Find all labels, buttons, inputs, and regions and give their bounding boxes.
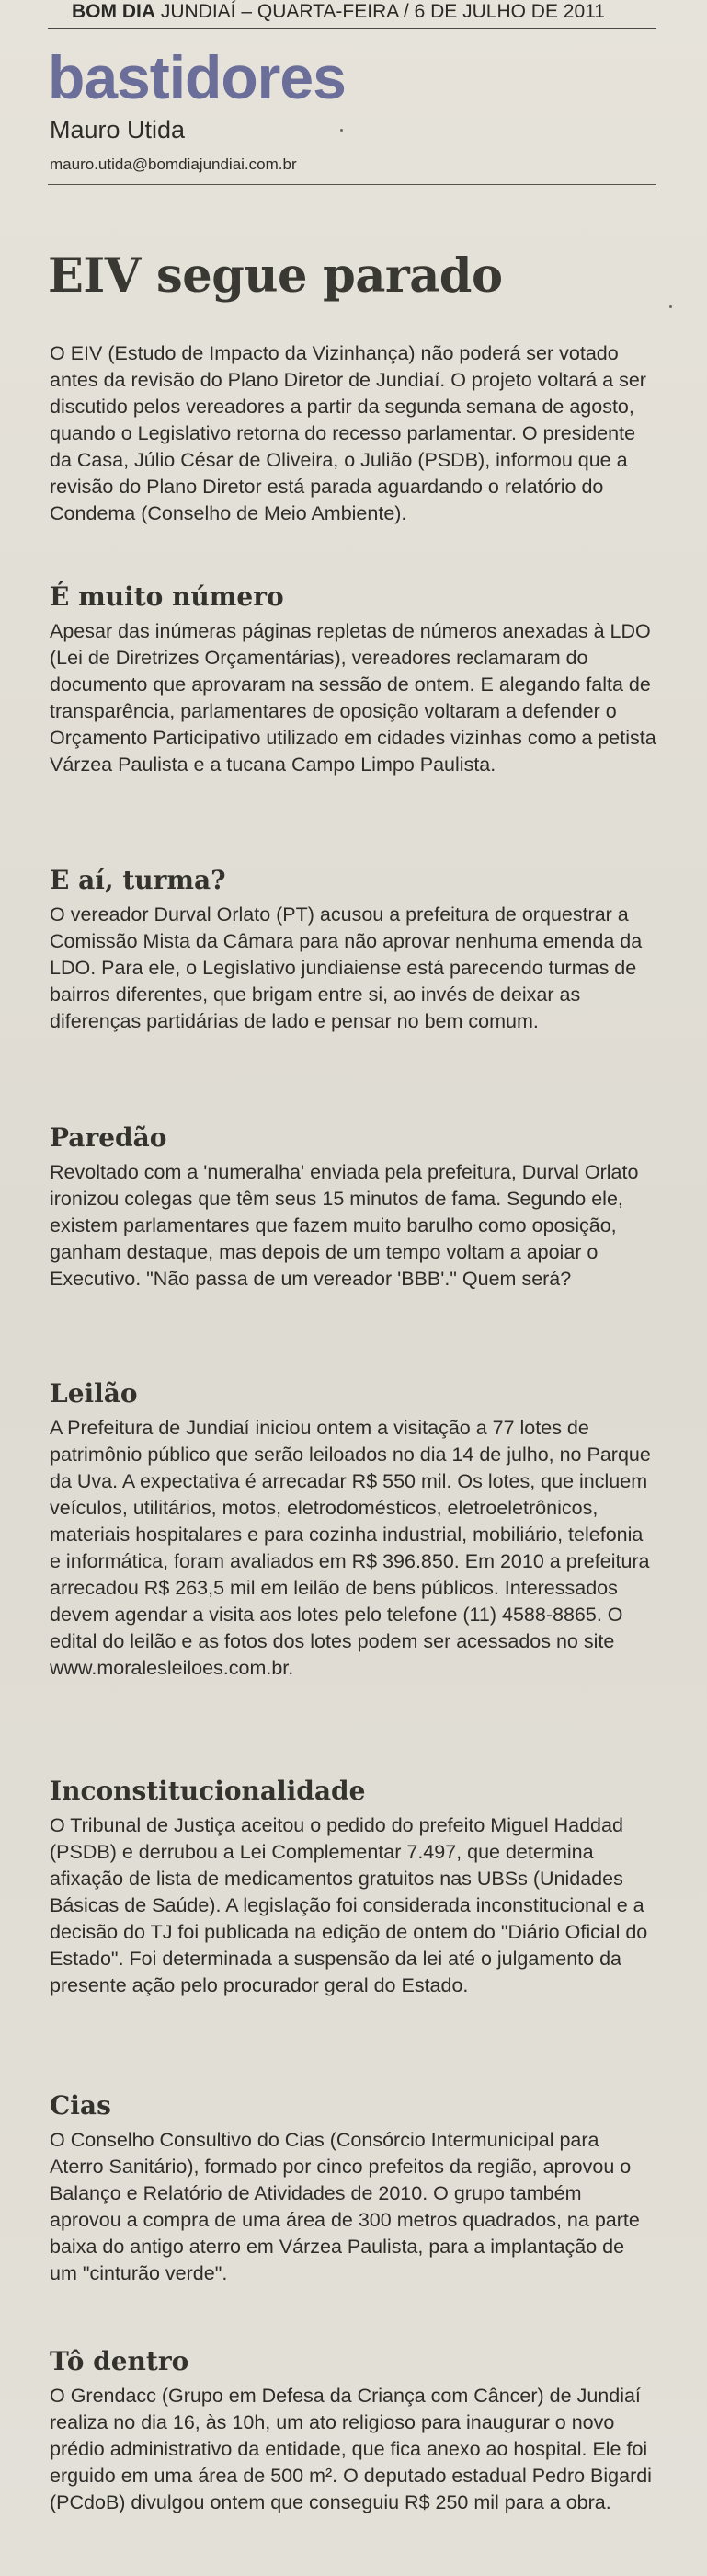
masthead [72,0,660,24]
note-body: A Prefeitura de Jundiaí iniciou ontem a visitação a 77 lotes de patrimônio público que serão leiloados no dia 14 de julho, no Parque da Uva. A expectativa é arrecadar R$ 550 mil. Os lotes, que incluem veículos, utilitários, motos, eletrodomésticos, eletroeletrônicos, materiais hospitalares e para cozinha industrial, mobiliário, telefonia e informática, foram avaliados em R$ 396.850. Em 2010 a prefeitura arrecadou R$ 263,5 mil em leilão de bens públicos. Interessados devem agendar a visita aos lotes pelo telefone (11) 4588-8865. O edital do leilão e as fotos dos lotes podem ser acessados no site www.moralesleiloes.com.br. [50,1417,651,1679]
note-title: E aí, turma? [50,865,226,895]
note-section [50,2088,656,2287]
note-body: Revoltado com a 'numeralha' enviada pela prefeitura, Durval Orlato ironizou colegas que têm seus 15 minutos de fama. Segundo ele, existem parlamentares que fazem muito barulho como oposição, ganham destaque, mas depois de um tempo voltam a apoiar o Executivo. "Não passa de um vereador 'BBB'." Quem será? [50,1161,639,1290]
print-speck [340,129,343,132]
note-title: Inconstitucionalidade [50,1776,366,1806]
note-section [50,863,656,1035]
note-section [50,580,656,778]
note-body: O Tribunal de Justiça aceitou o pedido do prefeito Miguel Haddad (PSDB) e derrubou a Lei Complementar 7.497, que determina afixação de lista de medicamentos gratuitos nas UBSs (Unidades Básicas de Saúde). A legislação foi considerada inconstitucional e a decisão do TJ foi publicada na edição de ontem do "Diário Oficial do Estado". Foi determinada a suspensão da lei até o julgamento da presente ação pelo procurador geral do Estado. [50,1814,648,1996]
note-section [50,1121,656,1293]
note-body: O Grendacc (Grupo em Defesa da Criança com Câncer) de Jundiaí realiza no dia 16, às 10h, um ato religioso para inaugurar o novo prédio administrativo da entidade, que fica anexo ao hospital. Ele foi erguido em uma área de 500 m². O deputado estadual Pedro Bigardi (PCdoB) divulgou ontem que conseguiu R$ 250 mil para a obra. [50,2385,652,2513]
column-title: bastidores [48,43,346,111]
note-body: O vereador Durval Orlato (PT) acusou a prefeitura de orquestrar a Comissão Mista da Câmara para não aprovar nenhuma emenda da LDO. Para ele, o Legislativo jundiaiense está parecendo turmas de bairros diferentes, que brigam entre si, ao invés de deixar as diferenças partidárias de lado e pensar no bem comum. [50,903,643,1032]
author-name: Mauro Utida [50,116,186,144]
note-title: Leilão [50,1378,138,1409]
masthead-brand: BOM DIA [72,1,155,22]
note-body: O Conselho Consultivo do Cias (Consórcio Intermunicipal para Aterro Sanitário), formado por cinco prefeitos da região, aprovou o Balanço e Relatório de Atividades de 2010. O grupo também aprovou a compra de uma área de 300 metros quadrados, na parte baixa do antigo aterro em Várzea Paulista, para a implantação de um "cinturão verde". [50,2129,640,2284]
note-title: Paredão [50,1122,167,1153]
author-divider [48,184,656,185]
article-lead: O EIV (Estudo de Impacto da Vizinhança) não poderá ser votado antes da revisão do Plano Diretor de Jundiaí. O projeto voltará a ser discutido pelos vereadores a partir da segunda semana de agosto, quando o Legislativo retorna do recesso parlamentar. O presidente da Casa, Júlio César de Oliveira, o Julião (PSDB), informou que a revisão do Plano Diretor está parada aguardando o relatório do Condema (Conselho de Meio Ambiente). [50,342,646,524]
note-section [50,1774,656,1999]
masthead-divider [48,28,656,29]
note-section [50,1376,656,1682]
note-title: Cias [50,2090,111,2121]
note-body: Apesar das inúmeras páginas repletas de números anexadas à LDO (Lei de Diretrizes Orçamentárias), vereadores reclamaram do documento que aprovaram na sessão de ontem. E alegando falta de transparência, parlamentares de oposição voltaram a defender o Orçamento Participativo utilizado em cidades vizinhas como a petista Várzea Paulista e a tucana Campo Limpo Paulista. [50,620,656,776]
note-section [50,2344,656,2516]
author-email: mauro.utida@bomdiajundiai.com.br [50,155,297,173]
article-headline: EIV segue parado [48,248,503,304]
note-title: É muito número [50,581,284,612]
masthead-dateline: JUNDIAÍ – QUARTA-FEIRA / 6 DE JULHO DE 2011 [155,1,605,22]
note-title: Tô dentro [50,2346,189,2376]
print-speck [669,305,672,308]
